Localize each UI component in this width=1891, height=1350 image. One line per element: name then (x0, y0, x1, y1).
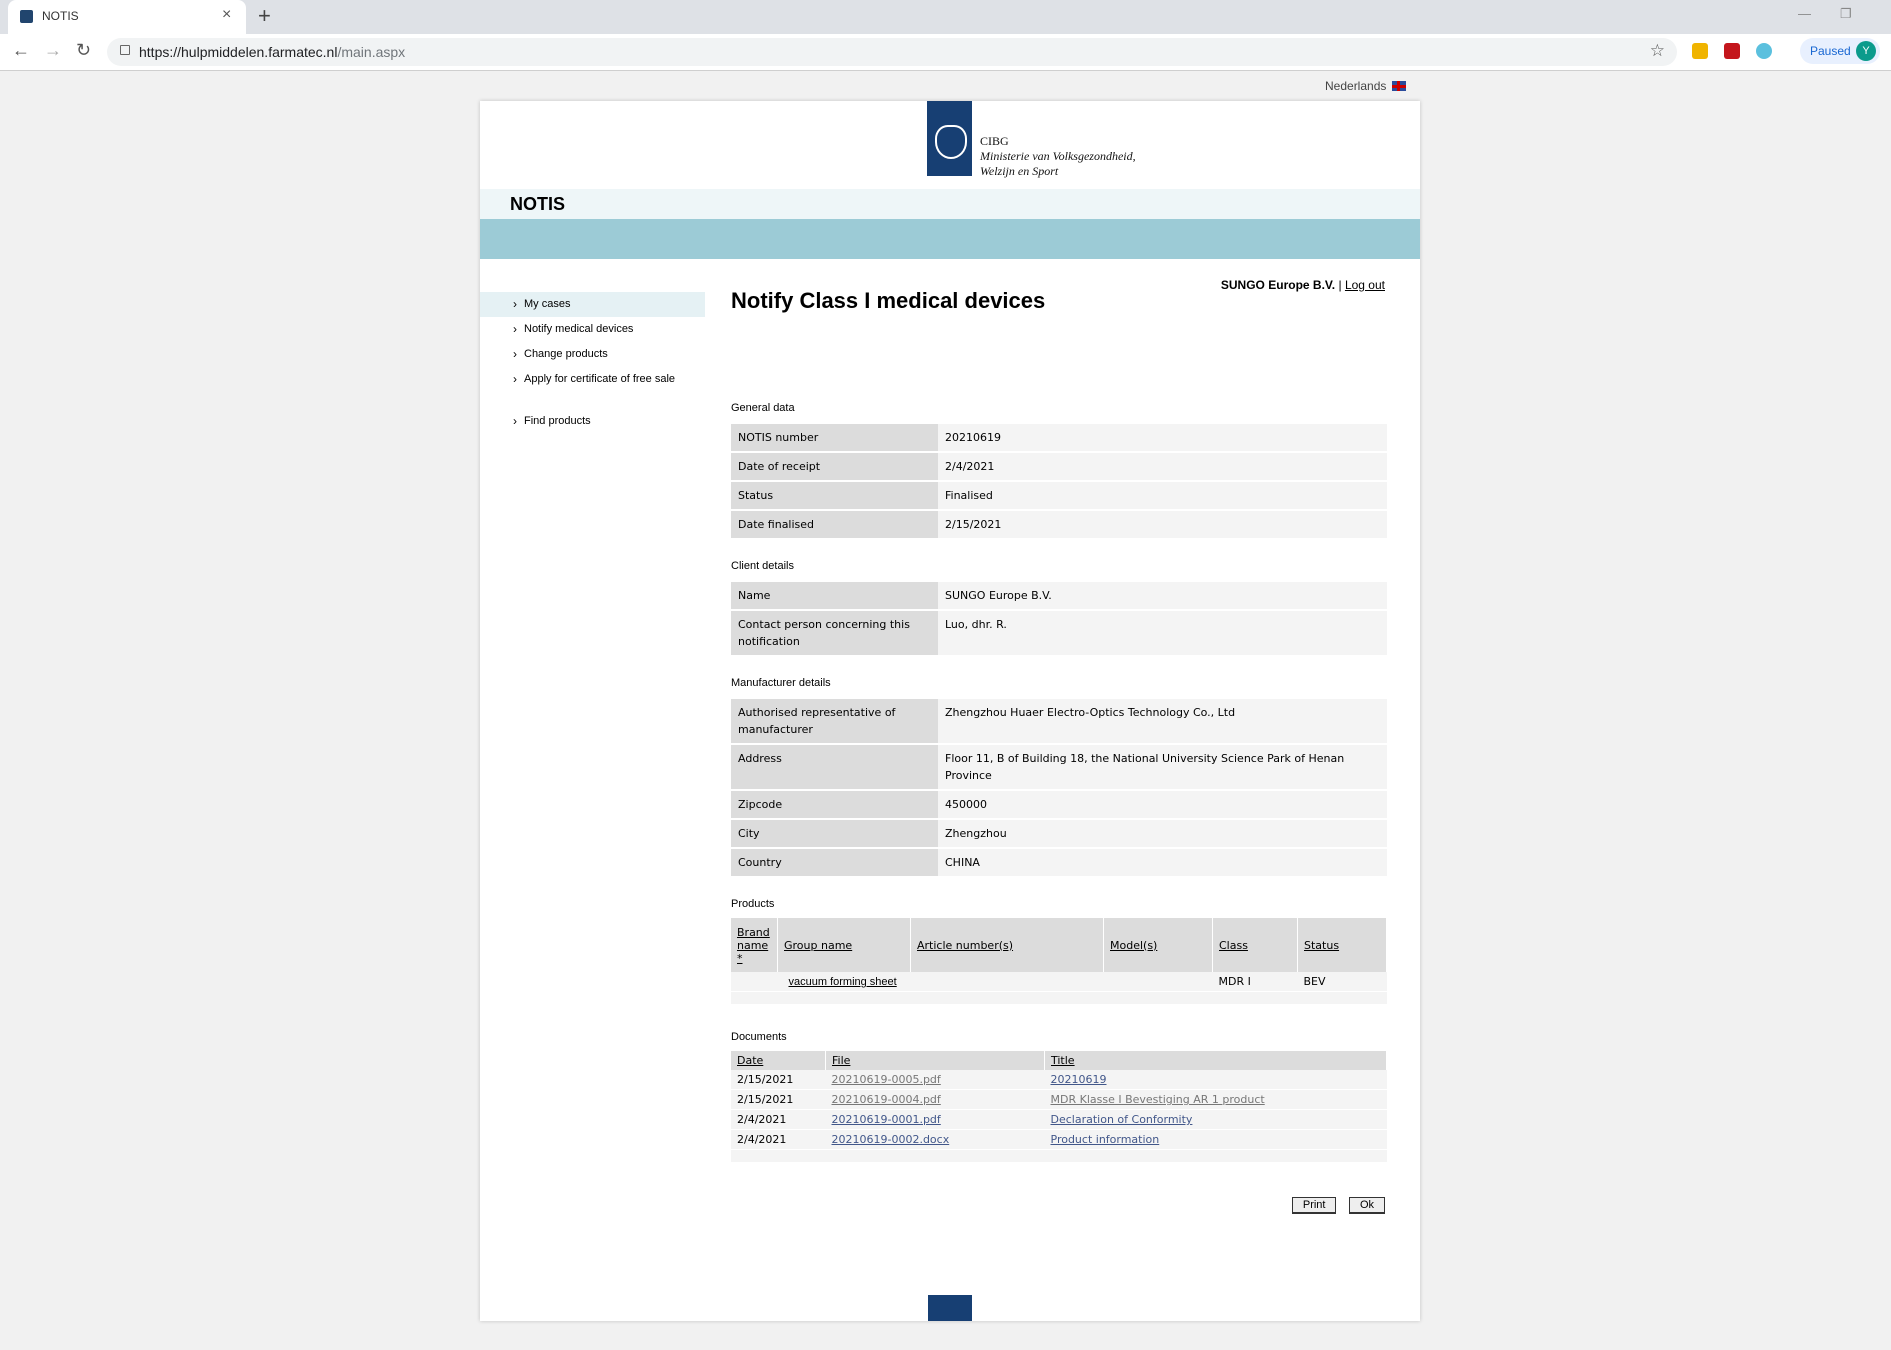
sidebar-item-notify-medical-devices[interactable]: › Notify medical devices (480, 317, 705, 342)
logout-link[interactable]: Log out (1344, 278, 1385, 292)
product-status: BEV (1298, 972, 1387, 992)
print-button[interactable]: Print (1292, 1197, 1337, 1214)
app-header (480, 189, 1420, 219)
close-tab-icon[interactable]: × (222, 6, 232, 23)
forward-icon[interactable]: → (44, 40, 62, 60)
table-row (731, 511, 1387, 538)
field-value: 20210619 (938, 424, 1387, 451)
products-heading: Products (731, 898, 775, 910)
minimize-icon[interactable]: — (1798, 6, 1811, 21)
pdf-extension-icon[interactable] (1724, 43, 1740, 59)
client-details-heading: Client details (731, 560, 794, 572)
table-row (731, 1070, 1387, 1090)
table-row (731, 972, 1387, 992)
product-group-link[interactable]: vacuum forming sheet (788, 976, 897, 988)
tab-title: NOTIS (42, 9, 79, 23)
restore-icon[interactable]: ❐ (1840, 6, 1852, 21)
main-content (731, 287, 1391, 1163)
table-row (731, 849, 1387, 876)
header-band (480, 219, 1420, 259)
page-title: Notify Class I medical devices (731, 288, 1046, 313)
table-row (731, 482, 1387, 509)
site-favicon-icon (20, 10, 33, 23)
table-header-row (731, 1051, 1387, 1070)
sidebar-item-certificate-free-sale[interactable]: › Apply for certificate of free sale (480, 367, 705, 392)
document-date: 2/4/2021 (731, 1110, 826, 1130)
column-header-file[interactable]: File (826, 1051, 1045, 1070)
table-row (731, 582, 1387, 609)
footer-logo-block (928, 1295, 972, 1321)
table-row (731, 611, 1387, 655)
table-header-row (731, 918, 1387, 972)
document-title-link[interactable]: 20210619 (1050, 1073, 1107, 1086)
field-label: Contact person concerning this notification (731, 611, 938, 655)
field-label: Authorised representative of manufacturer (731, 699, 938, 743)
document-title-link[interactable]: Declaration of Conformity (1050, 1113, 1193, 1126)
table-row (731, 699, 1387, 743)
document-date: 2/15/2021 (731, 1070, 826, 1090)
table-row (731, 791, 1387, 818)
reload-icon[interactable]: ↻ (76, 40, 92, 60)
field-value: SUNGO Europe B.V. (938, 582, 1387, 609)
column-header-article-numbers[interactable]: Article number(s) (911, 918, 1104, 972)
browser-toolbar (0, 34, 1891, 71)
general-data-table (731, 422, 1387, 540)
product-brand (731, 972, 778, 992)
client-details-table (731, 580, 1387, 657)
field-value: 2/4/2021 (938, 453, 1387, 480)
column-header-class[interactable]: Class (1213, 918, 1298, 972)
field-label: Zipcode (731, 791, 938, 818)
table-row (731, 1090, 1387, 1110)
back-icon[interactable]: ← (12, 40, 30, 60)
product-class: MDR I (1213, 972, 1298, 992)
column-header-date[interactable]: Date (731, 1051, 826, 1070)
document-file-link[interactable]: 20210619-0002.docx (831, 1133, 950, 1146)
sidebar-item-change-products[interactable]: › Change products (480, 342, 705, 367)
logo-line-1: CIBG (980, 134, 1009, 148)
field-label: Date of receipt (731, 453, 938, 480)
products-table (731, 918, 1387, 1005)
language-link[interactable]: Nederlands (1325, 79, 1406, 93)
field-label: Address (731, 745, 938, 789)
logo-text (980, 134, 1136, 179)
sidebar-item-my-cases[interactable]: › My cases (480, 292, 705, 317)
table-row (731, 1130, 1387, 1150)
table-row (731, 820, 1387, 847)
field-value: 450000 (938, 791, 1387, 818)
sidebar-menu (480, 292, 705, 434)
sidebar-item-find-products[interactable]: › Find products (480, 409, 705, 434)
profile-status: Paused (1810, 44, 1851, 58)
logo-line-3: Welzijn en Sport (980, 164, 1059, 178)
url-text: https://hulpmiddelen.farmatec.nl/main.aspx (139, 44, 406, 60)
field-value: 2/15/2021 (938, 511, 1387, 538)
general-data-heading: General data (731, 402, 795, 414)
document-file-link[interactable]: 20210619-0004.pdf (831, 1093, 941, 1106)
bookmark-star-icon[interactable]: ☆ (1649, 41, 1665, 60)
table-row (731, 1110, 1387, 1130)
field-value: Finalised (938, 482, 1387, 509)
field-value: Zhengzhou (938, 820, 1387, 847)
user-company: SUNGO Europe B.V. (1220, 278, 1336, 292)
column-header-title[interactable]: Title (1045, 1051, 1387, 1070)
table-row (731, 424, 1387, 451)
uk-flag-icon (1392, 81, 1406, 91)
document-file-link[interactable]: 20210619-0005.pdf (831, 1073, 941, 1086)
field-value: Luo, dhr. R. (938, 611, 1387, 655)
column-header-models[interactable]: Model(s) (1104, 918, 1213, 972)
browser-tabstrip (0, 0, 1891, 34)
field-label: Name (731, 582, 938, 609)
government-logo (927, 101, 972, 176)
document-date: 2/15/2021 (731, 1090, 826, 1110)
document-title-link[interactable]: Product information (1050, 1133, 1160, 1146)
document-date: 2/4/2021 (731, 1130, 826, 1150)
column-header-brand-name[interactable]: Brand name * (731, 918, 778, 972)
documents-heading: Documents (731, 1031, 787, 1043)
address-bar[interactable] (107, 38, 1677, 66)
manufacturer-details-table (731, 697, 1387, 878)
user-separator: | (1338, 278, 1342, 292)
app-title: NOTIS (510, 194, 566, 214)
globe-extension-icon[interactable] (1756, 43, 1772, 59)
column-header-status[interactable]: Status (1298, 918, 1387, 972)
new-tab-icon[interactable]: + (258, 3, 271, 28)
lock-icon (120, 45, 130, 55)
field-label: NOTIS number (731, 424, 938, 451)
form-buttons (1284, 1195, 1385, 1214)
logo-line-2: Ministerie van Volksgezondheid, (980, 149, 1136, 163)
field-value: Floor 11, B of Building 18, the National University Science Park of Henan Province (938, 745, 1387, 789)
field-label: Status (731, 482, 938, 509)
crest-icon (935, 125, 967, 159)
field-label: City (731, 820, 938, 847)
field-label: Date finalised (731, 511, 938, 538)
extension-icon[interactable] (1692, 43, 1708, 59)
document-title-link[interactable]: MDR Klasse I Bevestiging AR 1 product (1050, 1093, 1265, 1106)
manufacturer-details-heading: Manufacturer details (731, 677, 831, 689)
document-file-link[interactable]: 20210619-0001.pdf (831, 1113, 941, 1126)
table-row (731, 453, 1387, 480)
browser-tab[interactable] (8, 0, 246, 34)
column-header-group-name[interactable]: Group name (778, 918, 911, 972)
profile-button[interactable] (1800, 38, 1880, 64)
page-card (480, 101, 1420, 1321)
field-value: Zhengzhou Huaer Electro-Optics Technology Co., Ltd (938, 699, 1387, 743)
field-label: Country (731, 849, 938, 876)
avatar: Y (1856, 41, 1876, 61)
documents-table (731, 1051, 1387, 1163)
product-model (1104, 972, 1213, 992)
table-row (731, 745, 1387, 789)
ok-button[interactable]: Ok (1349, 1197, 1385, 1214)
product-article (911, 972, 1104, 992)
field-value: CHINA (938, 849, 1387, 876)
